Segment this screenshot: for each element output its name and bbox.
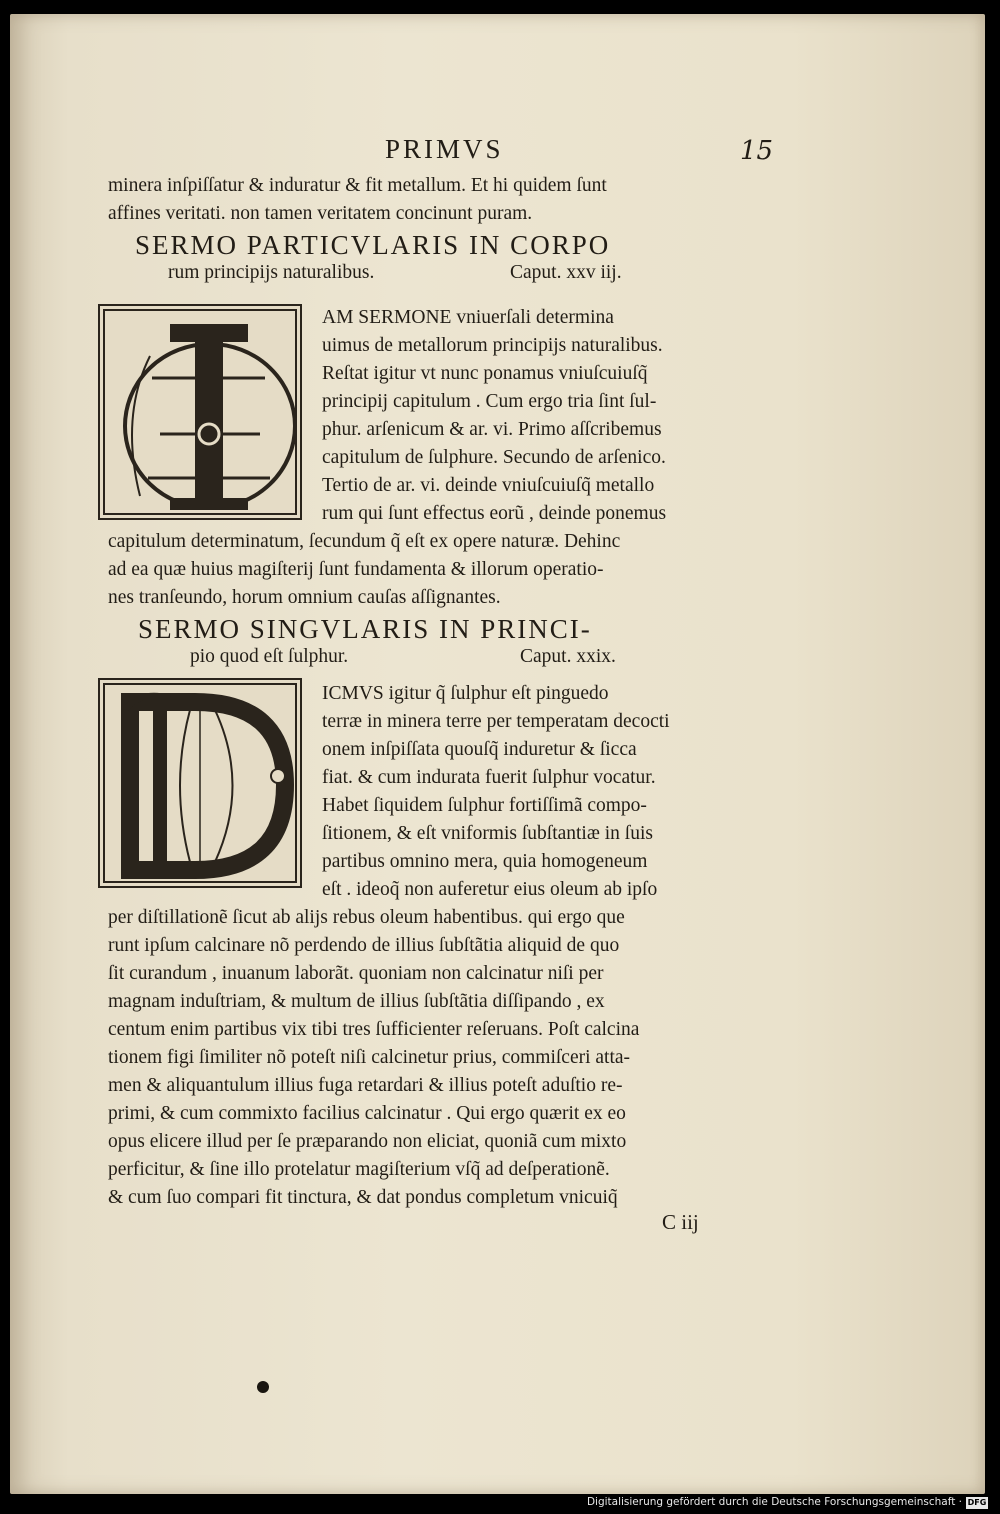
text-line: runt ipſum calcinare nõ perdendo de illius ſubſtãtia aliquid de quo bbox=[108, 935, 620, 956]
text-line: fiat. & cum indurata fuerit ſulphur vocatur. bbox=[322, 767, 656, 788]
book-page bbox=[10, 14, 985, 1494]
digitization-credit: Digitalisierung gefördert durch die Deutsche Forschungsgemeinschaft · bbox=[586, 1496, 962, 1508]
text-line: capitulum de ſulphure. Secundo de arſenico. bbox=[322, 447, 666, 468]
ink-spot bbox=[257, 1381, 269, 1393]
text-line: minera inſpiſſatur & induratur & fit metallum. Et hi quidem ſunt bbox=[108, 175, 607, 196]
text-line: opus elicere illud per ſe præparando non eliciat, quoniã cum mixto bbox=[108, 1131, 627, 1152]
text-line: onem inſpiſſata quouſq̃ induretur & ſicca bbox=[322, 739, 637, 760]
text-line: primi, & cum commixto facilius calcinatur . Qui ergo quærit ex eo bbox=[108, 1103, 626, 1124]
text-line: per diſtillationẽ ſicut ab alijs rebus oleum habentibus. qui ergo que bbox=[108, 907, 625, 928]
running-title: PRIMVS bbox=[385, 134, 504, 164]
text-line: Tertio de ar. vi. deinde vniuſcuiuſq̃ metallo bbox=[322, 475, 655, 496]
section-subheading: pio quod eſt ſulphur. bbox=[190, 646, 349, 667]
decorated-initial-i bbox=[98, 304, 302, 520]
text-line: Habet ſiquidem ſulphur fortiſſimã compo- bbox=[322, 795, 647, 816]
text-line: magnam induſtriam, & multum de illius ſubſtãtia diſſipando , ex bbox=[108, 991, 605, 1012]
text-line: centum enim partibus vix tibi tres ſufficienter reſeruans. Poſt calcina bbox=[108, 1019, 640, 1040]
text-line: AM SERMONE vniuerſali determina bbox=[322, 307, 614, 328]
text-line: nes tranſeundo, horum omnium cauſas aſſignantes. bbox=[108, 587, 501, 608]
text-line: perficitur, & ſine illo protelatur magiſterium vſq̃ ad deſperationẽ. bbox=[108, 1159, 610, 1180]
dfg-logo: DFG bbox=[967, 1498, 987, 1507]
text-line: affines veritati. non tamen veritatem concinunt puram. bbox=[108, 203, 533, 224]
text-line: Reſtat igitur vt nunc ponamus vniuſcuiuſq̃ bbox=[322, 363, 648, 384]
decorated-initial-d bbox=[98, 678, 302, 888]
text-line: men & aliquantulum illius fuga retardari & illius poteſt aduſtio re- bbox=[108, 1075, 623, 1096]
text-line: principij capitulum . Cum ergo tria ſint ſul- bbox=[322, 391, 657, 412]
text-line: tionem figi ſimiliter nõ poteſt niſi calcinetur prius, commiſceri atta- bbox=[108, 1047, 631, 1068]
initial-d-woodcut bbox=[100, 680, 300, 886]
text-line: ſit curandum , inuanum laborãt. quoniam non calcinatur niſi per bbox=[108, 963, 604, 984]
text-line: terræ in minera terre per temperatam decocti bbox=[322, 711, 670, 732]
text-line: ad ea quæ huius magiſterij ſunt fundamenta & illorum operatio- bbox=[108, 559, 604, 580]
text-line: eſt . ideoq̃ non auferetur eius oleum ab ipſo bbox=[322, 879, 658, 900]
text-line: ICMVS igitur q̃ ſulphur eſt pinguedo bbox=[322, 683, 609, 704]
text-line: rum qui ſunt effectus eorũ , deinde ponemus bbox=[322, 503, 667, 524]
text-line: ſitionem, & eſt vniformis ſubſtantiæ in ſuis bbox=[322, 823, 653, 844]
signature-mark: C iij bbox=[662, 1210, 699, 1234]
text-line: partibus omnino mera, quia homogeneum bbox=[322, 851, 648, 872]
section-heading: SERMO PARTICVLARIS IN CORPO bbox=[135, 230, 611, 260]
chapter-number: Caput. xxv iij. bbox=[510, 262, 622, 283]
text-line: & cum ſuo compari fit tinctura, & dat pondus completum vnicuiq̃ bbox=[108, 1187, 618, 1208]
page-number: 15 bbox=[740, 136, 774, 166]
section-heading: SERMO SINGVLARIS IN PRINCI- bbox=[138, 614, 592, 644]
chapter-number: Caput. xxix. bbox=[520, 646, 616, 667]
text-line: capitulum determinatum, ſecundum q̃ eſt ex opere naturæ. Dehinc bbox=[108, 531, 621, 552]
section-subheading: rum principijs naturalibus. bbox=[168, 262, 375, 283]
text-line: phur. arſenicum & ar. vi. Primo aſſcribemus bbox=[322, 419, 662, 440]
text-line: uimus de metallorum principijs naturalibus. bbox=[322, 335, 663, 356]
initial-i-woodcut bbox=[100, 306, 300, 518]
